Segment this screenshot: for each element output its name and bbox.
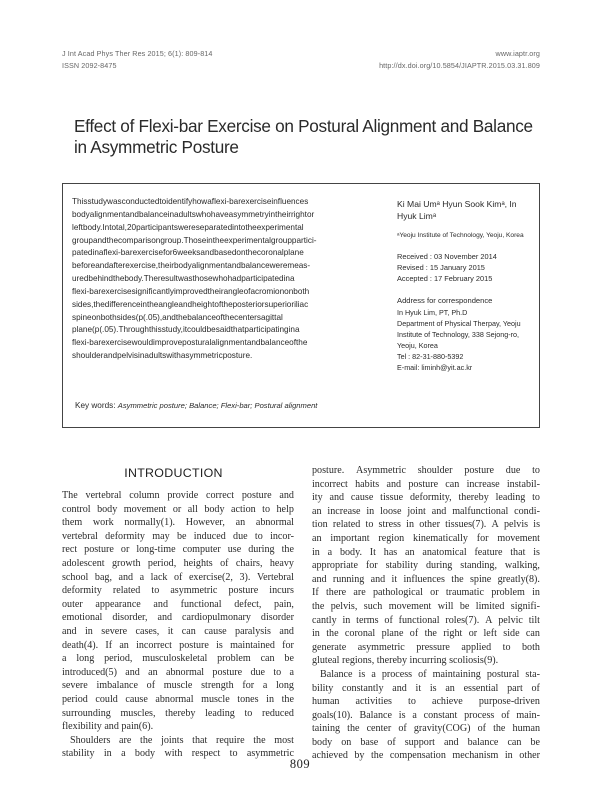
body-line: achieved by the compensation mechanism in other [312,750,540,762]
abstract-line: Thisstudywasconductedtoidentifyhowaflexi-barexerciseinfluences [72,197,309,206]
keywords-label: Key words: [75,401,116,410]
abstract-line: shoulderandpelvisinadultswithasymmetricposture. [72,351,253,361]
body-line: body on base of support and balance can be [312,736,540,748]
body-line: emotional disorder, and cardiopulmonary disorder [62,612,294,624]
body-line: cantly in terms of functional roles(7). A pelvic tilt [312,614,540,626]
correspondence-line: Institute of Technology, 338 Sejong-ro, [397,330,519,340]
body-line: surrounding muscles, thereby leading to reduced [62,707,294,719]
abstract-line: sides,thedifferenceintheangleandheightoftheposteriorsuperioriliac [72,299,309,309]
body-line: incorrect habits and posture can increase instabil- [312,478,540,490]
doi-link[interactable]: http://dx.doi.org/10.5854/JIAPTR.2015.03.31.809 [379,61,540,70]
body-line: If there are pathological or traumatic problem in [312,587,540,599]
abstract-line: beforeandafterexercise,theirbodyalignmentandbalanceweremeas- [72,261,311,271]
abstract-line: bodyalignmentandbalanceinadultswhohaveasymmetryintheirrightor [72,209,315,219]
abstract-line: plane(p(.05).Throughthisstudy,itcouldbesaidthatparticipatingina [72,325,300,335]
body-line: death(4). If an incorrect posture is maintained for [62,639,294,651]
authors-line: Hyuk Limᵃ [397,211,437,221]
abstract-line: leftbody.Intotal,20participantswereseparatedintotheexperimental [72,222,304,232]
authors [397,198,535,222]
body-line: flexibility and pain(6). [62,721,154,733]
correspondence-line: In Hyuk Lim, PT, Ph.D [397,308,468,317]
body-line: tion related to stress in other tissues(7). A pelvis is [312,519,540,531]
body-line: a long period, musculoskeletal problem can be [62,653,294,665]
correspondence-address [397,307,535,374]
title-line: Effect of Flexi-bar Exercise on Postural Alignment and Balance [74,116,533,136]
body-line: severe imbalance of muscle strength for a long [62,680,294,692]
body-line: vertebral deformity may be induced due to incor- [62,530,294,542]
revised-date: Revised : 15 January 2015 [397,263,485,272]
body-line: stability in a body with respect to asymmetric [62,748,294,760]
abstract-line: groupandthecomparisongroup.Thoseintheexperimentalgrouppartici- [72,235,317,245]
correspondence-line: Department of Physical Therpay, Yeoju [397,319,521,329]
abstract-line: flexi-barexercisesignificantlyimprovedtheirangleofacromiononboth [72,286,310,296]
correspondence-heading: Address for correspondence [397,296,493,305]
affiliation: ᵃYeoju Institute of Technology, Yeoju, Korea [397,232,524,239]
abstract-line: flexi-barexercisewouldimproveposturalalignmentandbalanceofthe [72,338,308,348]
body-line: period could cause abnormal muscle tones in the [62,693,294,705]
body-line: and in severe cases, it can cause paralysis and [62,625,294,637]
body-line: the pelvis, such movement will be limited signifi- [312,600,540,612]
body-line: bility constantly and it is an essential part of [312,682,540,694]
page-number: 809 [289,757,311,771]
body-line: gluteal regions, thereby incurring scoliosis(9). [312,655,499,667]
body-line: rect posture or long-time computer use during the [62,544,294,556]
abstract-line: uredbehindthebody.Theresultwasthosewhohadparticipatedina [72,274,295,284]
title-line: in Asymmetric Posture [74,137,239,157]
journal-citation: J Int Acad Phys Ther Res 2015; 6(1): 809-814 [62,49,213,58]
abstract-line: patedinaflexi-barexercisefor6weeksandbasedonthecoronalplane [72,248,304,258]
body-line: posture. Asymmetric shoulder posture due to [312,465,540,476]
body-line: school bag, and a lack of exercise(2, 3). Vertebral [62,571,294,583]
accepted-date: Accepted : 17 February 2015 [397,274,493,283]
body-line: control body movement or all body action to help [62,503,294,515]
introduction-heading: INTRODUCTION [124,466,223,480]
body-line: generate asymmetric pressure applied to both [312,641,540,653]
abstract-line: spineonbothsides(p(.05),andthebalanceofthecentersagittal [72,312,283,322]
authors-line: Ki Mai Umᵃ Hyun Sook Kimᵃ, In [397,199,517,209]
body-line: human activities to achieve purpose-driven [312,696,540,708]
body-line: an important region kinematically for movement [312,532,540,544]
body-line: an increase in loose joint and malfunctional condi- [312,505,540,517]
keywords-list: Asymmetric posture; Balance; Flexi-bar; Postural alignment [117,401,318,410]
body-line: ity and cause tissue deformity, thereby leading to [312,492,540,504]
issn: ISSN 2092-8475 [62,61,117,70]
body-line: in a body. It has an anatomical feature that is [312,546,540,558]
article-title [74,116,544,158]
body-line: Balance is a process of maintaining postural sta- [320,668,540,680]
body-line: introduced(5) and an abnormal posture due to a [62,666,294,678]
keywords [75,401,317,410]
body-line: Shoulders are the joints that require the most [70,734,294,746]
correspondence-email[interactable]: E-mail: liminh@yit.ac.kr [397,363,473,373]
article-info [397,198,535,374]
correspondence-line: Yeoju, Korea [397,341,438,351]
received-date: Received : 03 November 2014 [397,252,497,261]
body-column-left [62,489,294,761]
body-line: in the coronal plane of the right or left side can [312,628,540,640]
body-line: and running and it influences the spine greatly(8). [312,573,540,585]
abstract [72,196,377,363]
body-line: The vertebral column provide correct posture and [62,490,294,501]
article-dates [397,251,535,284]
journal-website[interactable]: www.iaptr.org [495,49,540,58]
body-line: appropriate for stability during standing, walking, [312,560,540,572]
body-line: taining the center of gravity(COG) of the human [312,723,540,735]
body-line: outer appearance and functional defect, pain, [62,598,294,610]
body-line: deformity related to asymmetric posture incurs [62,585,294,597]
body-column-right [312,464,540,763]
body-line: adolescent growth period, heights of chairs, heavy [62,557,294,569]
body-line: goals(10). Balance is a constant process of main- [312,709,540,721]
correspondence-line: Tel : 82-31-880-5392 [397,352,464,362]
body-line: them work normally(1). However, an abnormal [62,517,294,529]
